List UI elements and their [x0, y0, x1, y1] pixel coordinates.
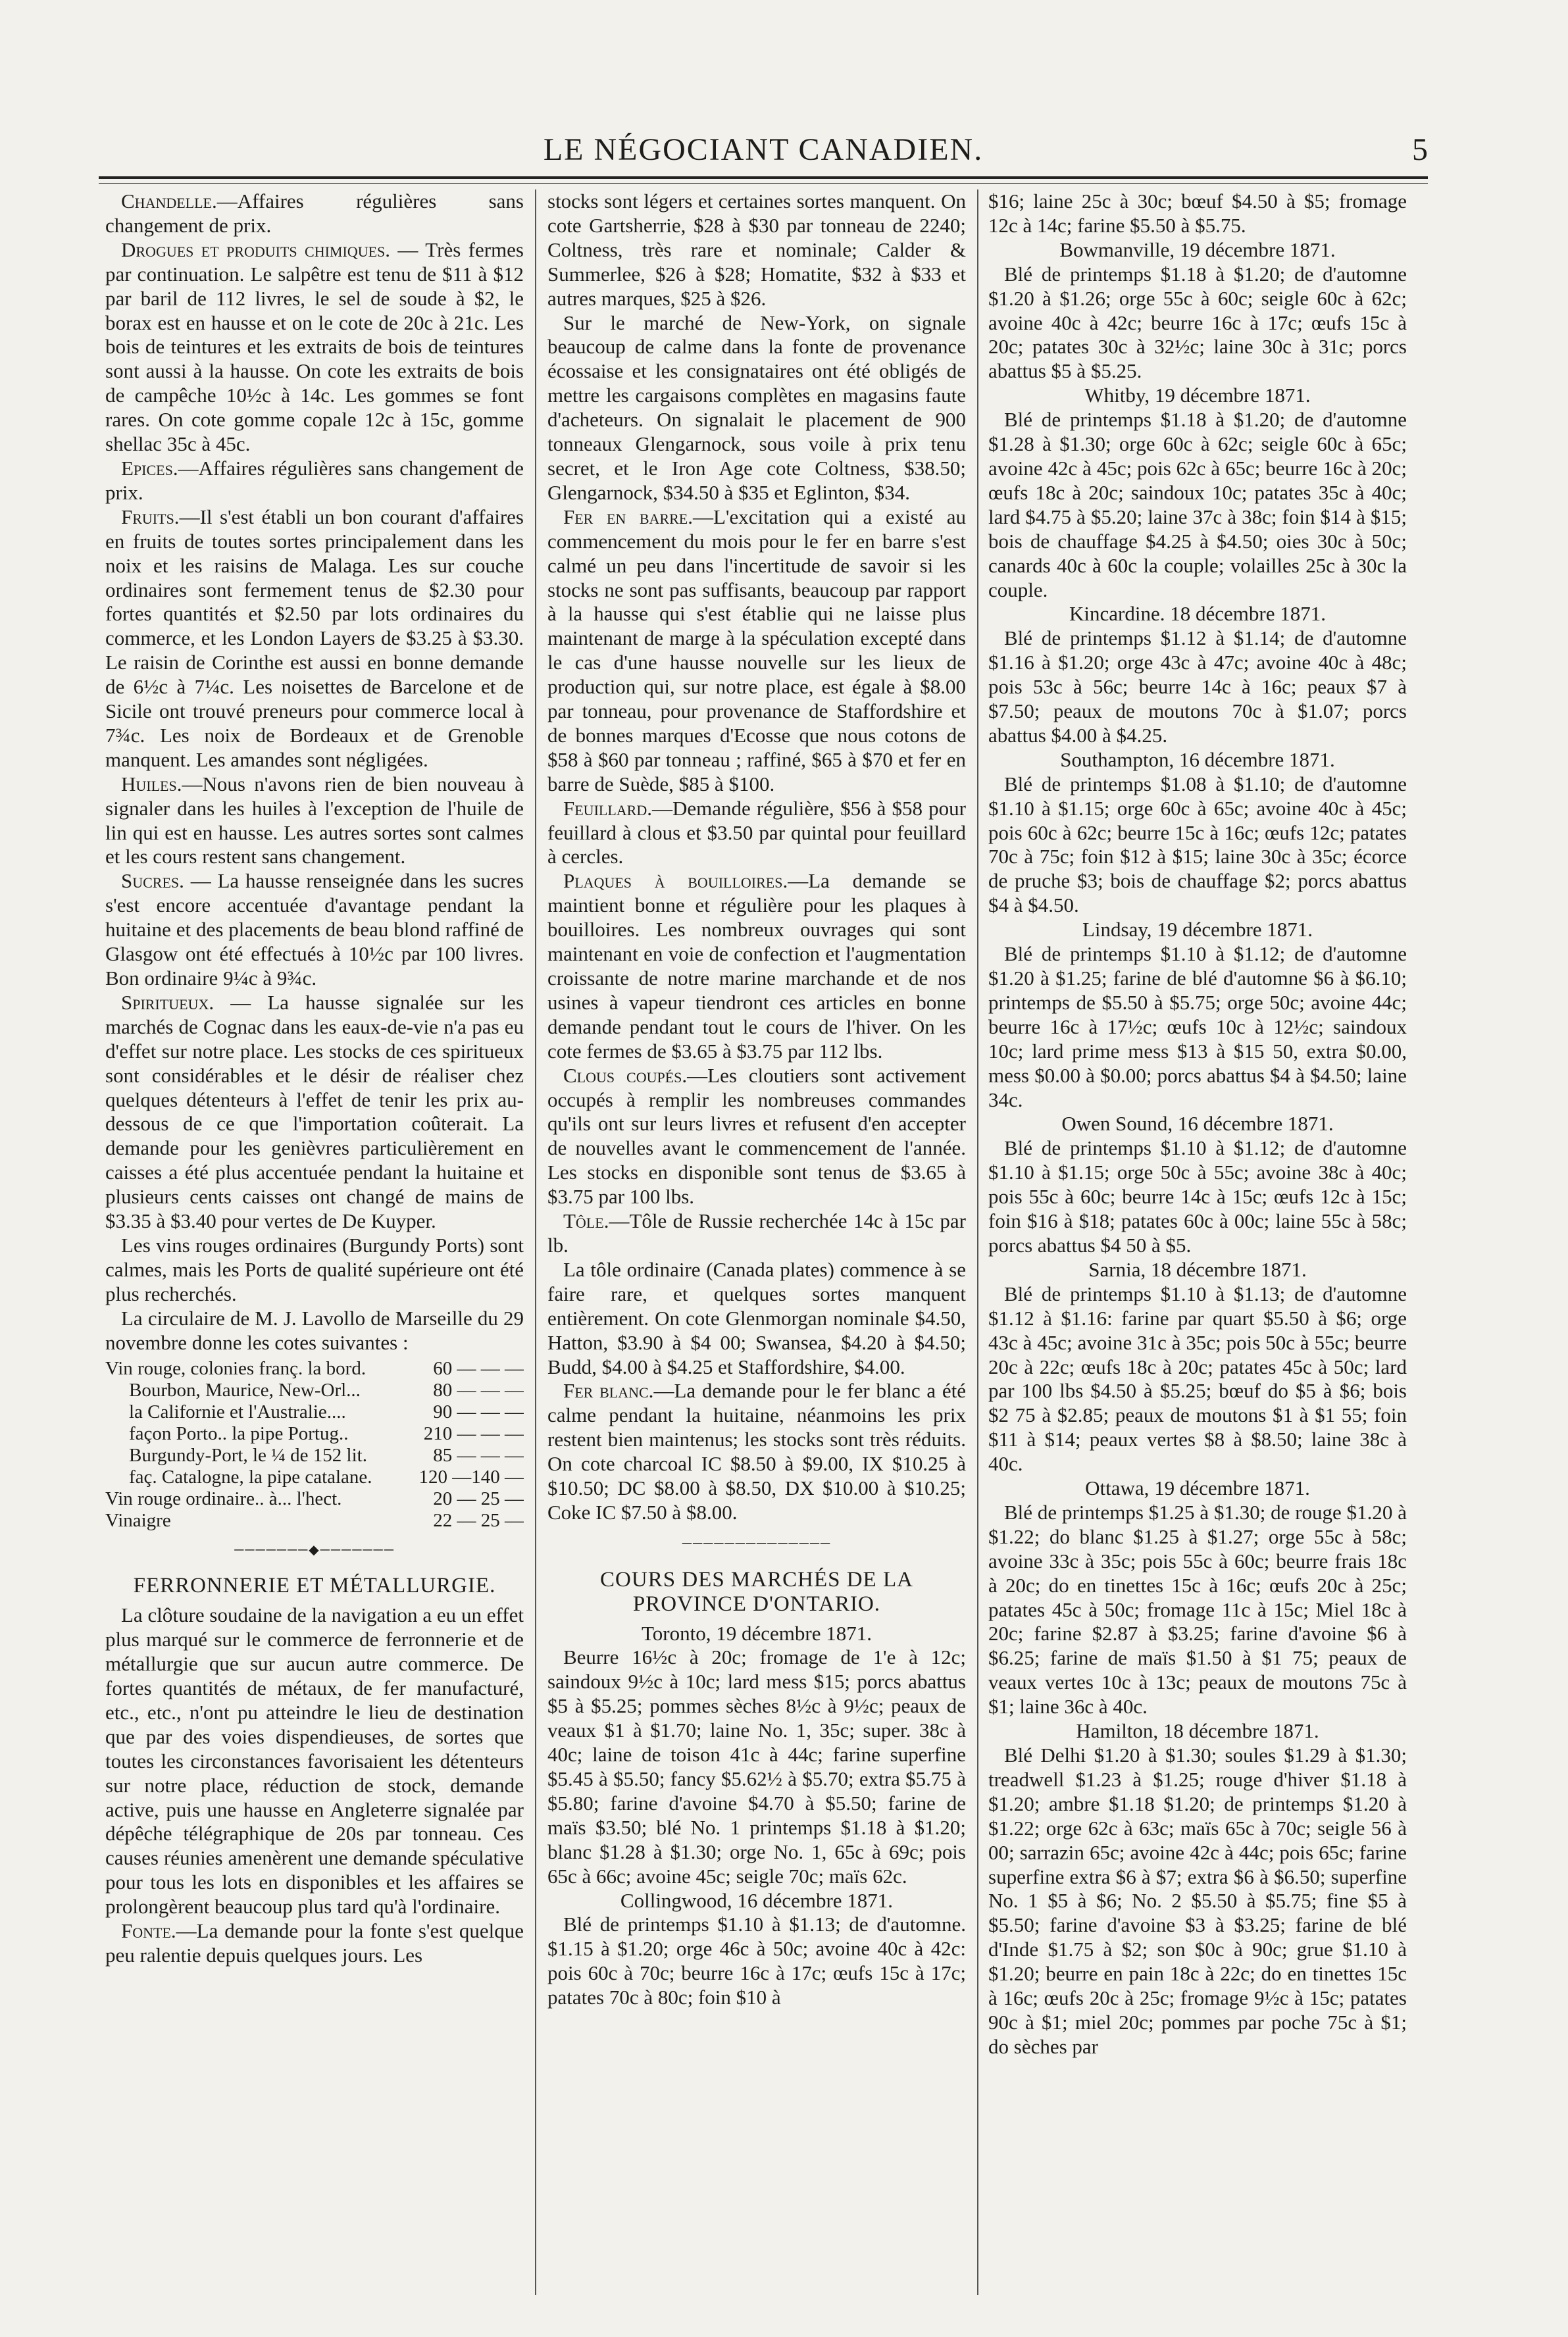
heading-epices: Epices. [121, 456, 178, 480]
header-rule [99, 176, 1428, 184]
heading-tole: Tôle. [563, 1209, 609, 1233]
wine-row [105, 1445, 524, 1467]
heading-clous: Clous coupés. [563, 1063, 688, 1087]
column-3 [988, 189, 1407, 2295]
wine-price: 80 — — — [433, 1379, 524, 1401]
heading-fer-en-barre: Fer en barre. [563, 505, 693, 528]
city-owen-sound: Owen Sound, 16 décembre 1871. [1061, 1112, 1334, 1136]
city-ottawa: Ottawa, 19 décembre 1871. [1085, 1476, 1310, 1500]
wine-name: Vinaigre [105, 1509, 171, 1531]
page-header [99, 132, 1428, 171]
prices-owen-sound: Blé de printemps $1.10 à $1.12; de d'automne $1.10 à $1.15; orge 50c à 55c; avoine 38c à 40c; pois 55c à 60c; beurre 14c à 15c; œufs 12c à 15c; foin $16 à $18; patates 60c à 00c; laine 55c à 58c; porcs abattus $4 50 à $5. [988, 1136, 1407, 1257]
separator-rule: ────────────── [682, 1536, 832, 1551]
paragraph-fonte-cont: stocks sont légers et certaines sortes manquent. On cote Gartsherrie, $28 à $30 par tonneau de 2240; Coltness, très rare et nominale; Calder & Summerlee, $26 à $28; Homatite, $32 à $33 et autres marques, $25 à $26. [547, 189, 966, 310]
heading-fer-blanc: Fer blanc. [563, 1379, 654, 1403]
wine-price: 22 — 25 — [433, 1509, 524, 1531]
wine-price-table [105, 1358, 524, 1532]
paragraph-new-york: Sur le marché de New-York, on signale beaucoup de calme dans la fonte de provenance écossaise et les consignataires ont été obligés de mettre les cargaisons complètes en magasins faute d'acheteurs. On signalait le placement de 900 tonneaux Glengarnock, sous voile à prix tenu secret, et le Iron Age cote Coltness, $38.50; Glengarnock, $34.50 à $35 et Eglinton, $34. [547, 311, 966, 504]
paragraph-fer-blanc [547, 1379, 966, 1524]
city-toronto: Toronto, 19 décembre 1871. [642, 1621, 872, 1645]
heading-huiles: Huiles. [121, 772, 182, 795]
wine-price: 20 — 25 — [433, 1488, 524, 1509]
wine-name: Vin rouge ordinaire.. à... l'hect. [105, 1488, 342, 1509]
heading-plaques: Plaques à bouilloires. [563, 869, 788, 893]
heading-chandelle: Chandelle. [121, 189, 217, 213]
text-huiles: —Nous n'avons rien de bien nouveau à signaler dans les huiles à l'exception de l'huile de lin qui est en hausse. Les autres sortes sont calmes et les cours restent sans changement. [105, 772, 524, 868]
page-number: 5 [1412, 132, 1428, 167]
heading-feuillard: Feuillard. [563, 796, 652, 820]
text-sucres: — La hausse renseignée dans les sucres s'est encore accentuée d'avantage pendant la huitaine et des placements de beau blond raffiné de Glasgow ont été effectués à 10½c par 100 livres. Bon ordinaire 9¼c à 9¾c. [105, 869, 524, 990]
wine-price: 85 — — — [433, 1444, 524, 1466]
wine-price: 210 — — — [423, 1422, 524, 1444]
city-southampton: Southampton, 16 décembre 1871. [1060, 747, 1335, 771]
heading-fonte: Fonte. [121, 1919, 176, 1943]
city-whitby: Whitby, 19 décembre 1871. [1084, 384, 1311, 407]
text-fer-en-barre: —L'excitation qui a existé au commencement du mois pour le fer en barre s'est calmé un peu dans l'incertitude de savoir si les stocks ne sont pas suffisants, beaucoup par rapport à la hausse qui s'est établie qui ne laisse plus maintenant de marge à la spéculation excepté dans le cas d'une hausse nouvelle sur les lieux de production qui, sur notre place, est égale à $8.00 par tonneau, pour provenance de Staffordshire et de bonnes marques d'Ecosse que nous cotons de $58 à $60 par tonneau ; raffiné, $65 à $70 et fer en barre de Suède, $85 à $100. [547, 505, 966, 795]
text-clous: —Les cloutiers sont activement occupés à remplir les nombreuses commandes qu'ils ont sur leurs livres et refusent d'en accepter de nouvelles avant le commencement de l'année. Les stocks en disponible sont tenus de $3.65 à $3.75 par 100 lbs. [547, 1063, 966, 1209]
wine-name: Vin rouge, colonies franç. la bord. [105, 1357, 367, 1379]
city-hamilton: Hamilton, 18 décembre 1871. [1076, 1719, 1319, 1743]
column-divider-2 [977, 189, 978, 2295]
city-kincardine: Kincardine. 18 décembre 1871. [1069, 602, 1326, 626]
wine-row [105, 1380, 524, 1401]
text-fruits: —Il s'est établi un bon courant d'affaires en fruits de toutes sortes principalement dans les noix et les raisins de Malaga. Les sur couche ordinaires sont fermement tenus de $2.30 pour fortes quantités et $2.50 par lots ordinaires du commerce, et les London Layers de $3.25 à $3.30. Le raisin de Corinthe est aussi en bonne demande de 6½c à 7¼c. Les noisettes de Barcelone et de Sicile ont trouvé preneurs pour commerce local à 7¾c. Les noix de Bordeaux et de Grenoble manquent. Les amandes sont négligées. [105, 505, 524, 771]
paragraph-chandelle [105, 189, 524, 238]
paragraph-tole [547, 1209, 966, 1258]
wine-name: la Californie et l'Australie.... [129, 1401, 346, 1422]
paragraph-feuillard [547, 797, 966, 870]
wine-name: faç. Catalogne, la pipe catalane. [129, 1466, 372, 1488]
paragraph-vins: Les vins rouges ordinaires (Burgundy Ports) sont calmes, mais les Ports de qualité supérieure ont été plus recherchés. [105, 1233, 524, 1305]
wine-price: 90 — — — [433, 1401, 524, 1422]
section-title-ferronnerie: FERRONNERIE ET MÉTALLURGIE. [133, 1574, 496, 1598]
wine-row [105, 1423, 524, 1445]
paragraph-plaques [547, 869, 966, 1063]
paragraph-fer-en-barre [547, 505, 966, 797]
wine-row [105, 1358, 524, 1380]
newspaper-title: LE NÉGOCIANT CANADIEN. [543, 132, 984, 167]
prices-sarnia: Blé de printemps $1.10 à $1.13; de d'automne $1.12 à $1.16: farine par quart $5.50 à $6; orge 43c à 45c; avoine 31c à 35c; pois 50c à 55c; beurre 20c à 22c; œufs 18c à 20c; patates 45c à 50c; lard par 100 lbs $4.50 à $5.25; bœuf do $5 à $6; bois $2 75 à $2.85; peaux de moutons $1 à $1 55; foin $11 à $14; peaux vertes $8 à $8.50; laine 38c à 40c. [988, 1282, 1407, 1476]
paragraph-tole-ordinaire: La tôle ordinaire (Canada plates) commence à se faire rare, et quelques sortes manquent entièrement. On cote Glenmorgan nominale $4.50, Hatton, $3.90 à $4 00; Swansea, $4.20 à $4.50; Budd, $4.00 à $4.25 et Staffordshire, $4.00. [547, 1257, 966, 1378]
paragraph-clous [547, 1064, 966, 1209]
paragraph-fruits [105, 505, 524, 772]
prices-whitby: Blé de printemps $1.18 à $1.20; de d'automne $1.28 à $1.30; orge 60c à 62c; seigle 60c à 65c; avoine 42c à 45c; pois 62c à 65c; beurre 16c à 20c; œufs 18c à 20c; saindoux 10c; patates 35c à 40c; lard $4.75 à $5.20; laine 37c à 38c; foin $14 à $15; bois de chauffage $4.25 à $4.50; oies 30c à 50c; canards 40c à 60c la couple; volailles 25c à 30c la couple. [988, 408, 1407, 601]
heading-drogues: Drogues et produits chimiques. [121, 238, 391, 261]
paragraph-ferronnerie: La clôture soudaine de la navigation a eu un effet plus marqué sur le commerce de ferronnerie et de métallurgie que sur aucun autre commerce. De fortes quantités de métaux, de fer manufacturé, etc., etc., n'ont pu atteindre le lieu de destination que par des voies dispendieuses, de sortes que toutes les circonstances favorisaient les détenteurs sur notre place, réduction de stock, demande active, puis une hausse en Angleterre signalée par dépêche télégraphique de 20s par tonneau. Ces causes réunies amenèrent une demande spéculative pour tous les lots en disponibles et les affaires se prolongèrent beaucoup plus tard qu'à l'ordinaire. [105, 1603, 524, 1919]
prices-lindsay: Blé de printemps $1.10 à $1.12; de d'automne $1.20 à $1.25; farine de blé d'automne $6 à $6.10; printemps de $5.50 à $5.75; orge 50c; avoine 44c; beurre 16c à 17½c; œufs 10c à 12½c; saindoux 10c; lard prime mess $13 à $15 50, extra $0.00, mess $0.00 à $0.00; porcs abattus $4 à $4.50; laine 34c. [988, 942, 1407, 1111]
text-feuillard: —Demande régulière, $56 à $58 pour feuillard à clous et $3.50 par quintal pour feuillard à cercles. [547, 796, 966, 868]
wine-name: Bourbon, Maurice, New-Orl... [129, 1379, 361, 1401]
heading-sucres: Sucres. [121, 869, 184, 893]
text-chandelle: —Affaires régulières sans changement de prix. [105, 189, 524, 237]
heading-fruits: Fruits. [121, 505, 180, 528]
paragraph-fonte [105, 1919, 524, 1968]
wine-name: façon Porto.. la pipe Portug.. [129, 1422, 349, 1444]
wine-row [105, 1510, 524, 1532]
city-bowmanville: Bowmanville, 19 décembre 1871. [1059, 238, 1336, 261]
city-collingwood: Collingwood, 16 décembre 1871. [620, 1888, 894, 1912]
paragraph-circulaire: La circulaire de M. J. Lavollo de Marseille du 29 novembre donne les cotes suivantes : [105, 1306, 524, 1354]
prices-ottawa: Blé de printemps $1.25 à $1.30; de rouge $1.20 à $1.22; do blanc $1.25 à $1.27; orge 55c à 58c; avoine 33c à 35c; pois 55c à 60c; beurre frais 18c à 20c; do en tinettes 15c à 16c; œufs 20c à 25c; patates 45c à 50c; fromage 11c à 15c; Miel 18c à 20c; farine $2.87 à $3.25; farine d'avoine $6 à $6.25; farine de maïs $1.50 à $1 75; peaux de veaux vertes 10c à 13c; peaux de moutons 75c à $1; laine 36c à 40c. [988, 1500, 1407, 1719]
prices-southampton: Blé de printemps $1.08 à $1.10; de d'automne $1.10 à $1.15; orge 60c à 65c; avoine 40c à 45c; pois 60c à 62c; beurre 15c à 16c; œufs 12c; patates 70c à 75c; foin $12 à $15; laine 30c à 35c; écorce de pruche $3; bois de chauffage $2; porcs abattus $4 à $4.50. [988, 772, 1407, 917]
wine-price: 120 —140 — [418, 1466, 524, 1488]
text-drogues: — Très fermes par continuation. Le salpêtre est tenu de $11 à $12 par baril de 112 livres, le sel de soude à $2, le borax est en hausse et on le cote de 20c à 21c. Les bois de teintures et les extraits de bois de teintures sont aussi à la hausse. On cote les extraits de bois de campêche 10½c à 14c. Les gommes se font rares. On cote gomme copale 12c à 15c, gomme shellac 35c à 45c. [105, 238, 524, 456]
text-plaques: —La demande se maintient bonne et régulière pour les plaques à bouilloires. Les nombreux ouvrages qui sont maintenant en voie de confection et l'augmentation croissante de notre marine marchande et de nos usines à vapeur tiendront ces articles en bonne demande pendant tout le cours de l'hiver. On les cote fermes de $3.65 à $3.75 par 112 lbs. [547, 869, 966, 1063]
wine-row [105, 1488, 524, 1510]
prices-hamilton: Blé Delhi $1.20 à $1.30; soules $1.29 à $1.30; treadwell $1.23 à $1.25; rouge d'hiver $1.18 à $1.20; ambre $1.18 $1.20; de printemps $1.20 à $1.22; orge 62c à 63c; maïs 65c à 70c; seigle 56 à 00; sarrazin 65c; avoine 42c à 44c; pois 65c; farine superfine extra $6 à $7; extra $6 à $6.50; superfine No. 1 $5 à $6; No. 2 $5.50 à $5.75; fine $5 à $5.50; farine d'avoine $3 à $3.25; farine de blé d'Inde $1.75 à $2; son $0c à 90c; grue $1.10 à $1.20; beurre en pain 18c à 22c; do en tinettes 15c à 16c; œufs 20c à 25c; fromage 9½c à 15c; patates 90c à $1; miel 20c; pommes par poche 75c à $1; do sèches par [988, 1744, 1407, 2058]
wine-row [105, 1467, 524, 1488]
paragraph-drogues [105, 238, 524, 457]
wine-price: 60 — — — [433, 1357, 524, 1379]
separator-ornament: ───────◆─────── [234, 1542, 395, 1557]
paragraph-sucres [105, 869, 524, 991]
text-fer-blanc: —La demande pour le fer blanc a été calme pendant la huitaine, néanmoins les prix restent bien maintenus; les stocks sont très réduits. On cote charcoal IC $8.50 à $9.00, IX $10.25 à $10.50; DC $8.00 à $8.50, DX $10.00 à $10.25; Coke IC $7.50 à $8.00. [547, 1379, 966, 1524]
text-fonte: —La demande pour la fonte s'est quelque peu ralentie depuis quelques jours. Les [105, 1919, 524, 1967]
prices-bowmanville: Blé de printemps $1.18 à $1.20; de d'automne $1.20 à $1.26; orge 55c à 60c; seigle 60c à 62c; avoine 40c à 42c; beurre 16c à 17c; œufs 15c à 20c; patates 30c à 32½c; laine 30c à 31c; porcs abattus $5 à $5.25. [988, 262, 1407, 383]
prices-collingwood: Blé de printemps $1.10 à $1.13; de d'automne. $1.15 à $1.20; orge 46c à 50c; avoine 40c à 42c: pois 60c à 70c; beurre 16c à 17c; œufs 15c à 17c; patates 70c à 80c; foin $10 à [547, 1913, 966, 2009]
heading-spiritueux: Spiritueux. [121, 990, 215, 1014]
section-title-ontario: COURS DES MARCHÉS DE LA PROVINCE D'ONTARIO. [600, 1567, 913, 1616]
column-1 [105, 189, 524, 2295]
text-tole: —Tôle de Russie recherchée 14c à 15c par lb. [547, 1209, 966, 1257]
paragraph-spiritueux [105, 991, 524, 1234]
paragraph-huiles [105, 772, 524, 870]
column-divider-1 [535, 189, 536, 2295]
wine-row [105, 1401, 524, 1423]
column-2 [547, 189, 966, 2295]
text-epices: —Affaires régulières sans changement de prix. [105, 456, 524, 504]
city-lindsay: Lindsay, 19 décembre 1871. [1082, 918, 1313, 942]
paragraph-epices [105, 457, 524, 505]
prices-collingwood-cont: $16; laine 25c à 30c; bœuf $4.50 à $5; fromage 12c à 14c; farine $5.50 à $5.75. [988, 189, 1407, 237]
city-sarnia: Sarnia, 18 décembre 1871. [1088, 1257, 1307, 1281]
wine-name: Burgundy-Port, le ¼ de 152 lit. [129, 1444, 367, 1466]
prices-toronto: Beurre 16½c à 20c; fromage de 1'e à 12c; saindoux 9½c à 10c; lard mess $15; porcs abattus $5 à $5.25; pommes sèches 8½c à 9½c; peaux de veaux $1 à $1.70; laine No. 1, 35c; super. 38c à 40c; laine de toison 41c à 44c; farine superfine $5.45 à $5.50; fancy $5.62½ à $5.70; extra $5.75 à $5.80; farine d'avoine $4.70 à $5.50; farine de maïs $3.50; blé No. 1 printemps $1.18 à $1.20; blanc $1.28 à $1.30; orge No. 1, 65c à 69c; pois 65c à 66c; avoine 45c; seigle 70c; maïs 62c. [547, 1646, 966, 1888]
text-spiritueux: — La hausse signalée sur les marchés de Cognac dans les eaux-de-vie n'a pas eu d'effet sur notre place. Les stocks de ces spiritueux sont considérables et le désir de réaliser chez quelques détenteurs à l'effet de tenir les prix au-dessous de ce que l'importation coûterait. La demande pour les genièvres particulièrement en caisses a été plus accentuée pendant la huitaine et plusieurs cents caisses ont changé de mains de $3.35 à $3.40 pour vertes de De Kuyper. [105, 990, 524, 1233]
prices-kincardine: Blé de printemps $1.12 à $1.14; de d'automne $1.16 à $1.20; orge 43c à 47c; avoine 40c à 48c; pois 53c à 56c; beurre 14c à 16c; peaux $7 à $7.50; peaux de moutons 70c à $1.07; porcs abattus $4.00 à $4.25. [988, 626, 1407, 747]
